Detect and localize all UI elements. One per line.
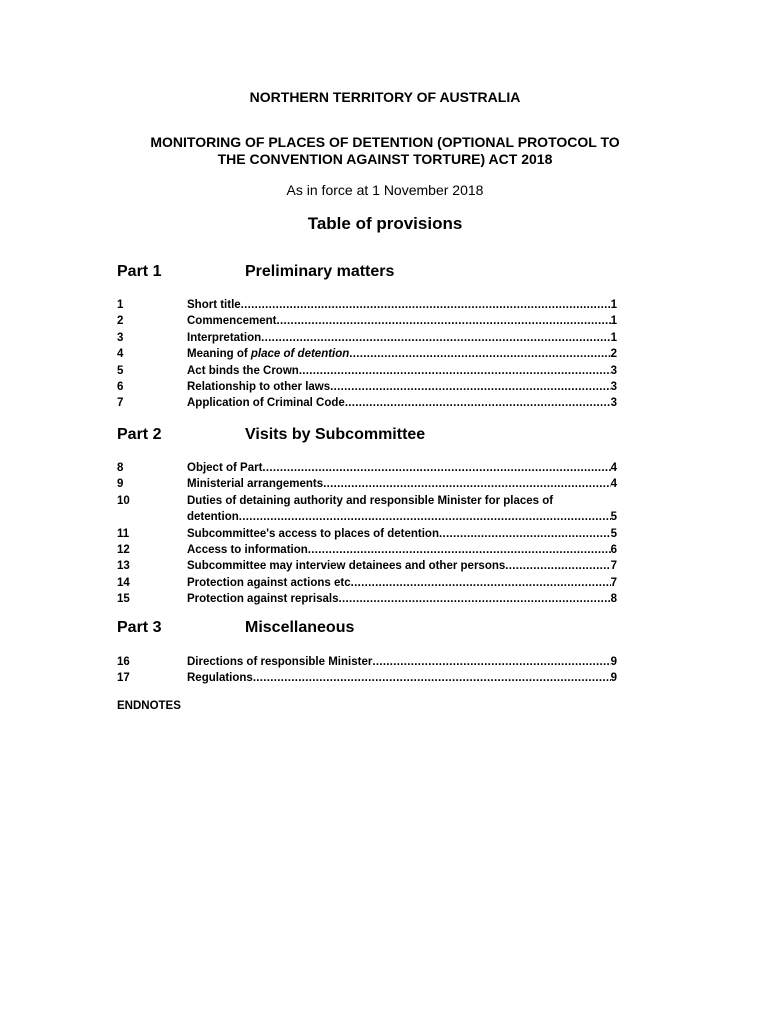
act-title: [0, 134, 770, 168]
section-title: Directions of responsible Minister: [187, 656, 373, 668]
section-number: 5: [117, 364, 124, 377]
part-name: Visits by Subcommittee: [245, 426, 426, 443]
page-number: 1: [610, 331, 617, 344]
page-number: 6: [610, 544, 617, 557]
section-title-line1: Duties of detaining authority and responsible Minister for places of: [187, 494, 554, 507]
part-entries: [117, 460, 617, 608]
dot-leader: [439, 526, 611, 542]
page-number: 2: [610, 348, 617, 361]
toc-entry[interactable]: [117, 313, 617, 329]
section-number: 4: [117, 348, 124, 361]
section-number: 11: [117, 527, 130, 540]
dot-leader: [345, 395, 611, 411]
section-title-prefix: Meaning of: [187, 348, 251, 361]
page-number: 3: [610, 364, 617, 377]
section-number: 13: [117, 560, 130, 573]
section-number: 1: [117, 299, 124, 311]
toc-entry[interactable]: [117, 379, 617, 395]
section-number: 10: [117, 494, 130, 507]
page-number: 3: [610, 397, 617, 410]
dot-leader: [261, 330, 610, 346]
section-title: Application of Criminal Code: [187, 397, 345, 410]
dot-leader: [276, 313, 610, 329]
toc-heading: Table of provisions: [307, 214, 463, 233]
part-entries: [117, 654, 617, 687]
toc-entry[interactable]: [117, 346, 617, 362]
dot-leader: [338, 591, 610, 607]
part-name: Miscellaneous: [245, 619, 355, 636]
jurisdiction-heading: NORTHERN TERRITORY OF AUSTRALIA: [249, 89, 521, 105]
section-number: 17: [117, 672, 130, 685]
page-number: 8: [610, 593, 617, 606]
act-title-line2: THE CONVENTION AGAINST TORTURE) ACT 2018: [217, 151, 553, 167]
toc-entry[interactable]: [117, 297, 617, 313]
dot-leader: [299, 363, 611, 379]
toc-entry[interactable]: [117, 591, 617, 607]
section-title: Subcommittee's access to places of detention: [187, 527, 439, 540]
section-title: Commencement: [187, 315, 277, 328]
dot-leader: [323, 476, 610, 492]
section-number: 7: [117, 397, 124, 410]
dot-leader: [330, 379, 610, 395]
toc-entry[interactable]: [117, 330, 617, 346]
section-number: 14: [117, 576, 130, 589]
toc-entry[interactable]: [117, 575, 617, 591]
dot-leader: [351, 575, 611, 591]
page-number: 9: [610, 656, 617, 668]
toc-entry[interactable]: [117, 460, 617, 476]
page-number: 3: [610, 381, 617, 394]
in-force-date: As in force at 1 November 2018: [286, 182, 484, 198]
page-number: 1: [610, 315, 617, 328]
section-title: Protection against reprisals: [187, 593, 339, 606]
section-number: 12: [117, 544, 130, 557]
page-number: 9: [610, 672, 617, 685]
page-number: 4: [610, 478, 617, 491]
part-name: Preliminary matters: [245, 263, 395, 280]
part-number: Part 1: [117, 263, 162, 280]
dot-leader: [349, 346, 610, 362]
dot-leader: [262, 460, 610, 476]
part-number: Part 3: [117, 619, 162, 636]
page-number: 5: [610, 527, 617, 540]
section-title: Ministerial arrangements: [187, 478, 324, 491]
page-number: 7: [610, 560, 617, 573]
section-number: 16: [117, 656, 130, 668]
section-number: 3: [117, 331, 124, 344]
section-number: 15: [117, 593, 130, 606]
section-title: Access to information: [187, 544, 308, 557]
section-number: 6: [117, 381, 124, 394]
toc-entry[interactable]: [117, 654, 617, 670]
toc-entry[interactable]: [117, 558, 617, 574]
section-title: Object of Part: [187, 462, 263, 474]
section-number: 8: [117, 462, 124, 474]
endnotes-heading[interactable]: ENDNOTES: [117, 700, 181, 712]
part-number: Part 2: [117, 426, 162, 443]
toc-entry[interactable]: [117, 542, 617, 558]
section-title: Short title: [187, 299, 241, 311]
part-entries: [117, 297, 617, 412]
section-title-defined-term: place of detention: [250, 348, 350, 361]
page-number: 1: [610, 299, 617, 311]
dot-leader: [505, 558, 610, 574]
section-title: Regulations: [187, 672, 253, 685]
toc-entry[interactable]: [117, 670, 617, 686]
section-number: 9: [117, 478, 124, 491]
section-title-line2: detention: [187, 511, 239, 524]
section-number: 2: [117, 315, 124, 328]
dot-leader: [253, 670, 611, 686]
page-number: 4: [610, 462, 617, 474]
toc-entry[interactable]: [117, 526, 617, 542]
section-title: Relationship to other laws: [187, 381, 331, 394]
dot-leader: [372, 654, 610, 670]
dot-leader: [241, 297, 611, 313]
section-title: [187, 346, 349, 362]
page-number: 5: [610, 511, 617, 524]
page-number: 7: [610, 576, 617, 589]
section-title: Interpretation: [187, 331, 262, 344]
section-title: Subcommittee may interview detainees and other persons: [187, 560, 506, 573]
toc-entry[interactable]: [117, 395, 617, 411]
toc-entry[interactable]: [117, 476, 617, 492]
toc-entry[interactable]: [117, 493, 617, 526]
dot-leader: [308, 542, 611, 558]
dot-leader: [239, 509, 611, 525]
section-title: Act binds the Crown: [187, 364, 299, 377]
section-title: Protection against actions etc: [187, 576, 351, 589]
toc-entry[interactable]: [117, 363, 617, 379]
act-title-line1: MONITORING OF PLACES OF DETENTION (OPTIONAL PROTOCOL TO: [150, 134, 620, 150]
